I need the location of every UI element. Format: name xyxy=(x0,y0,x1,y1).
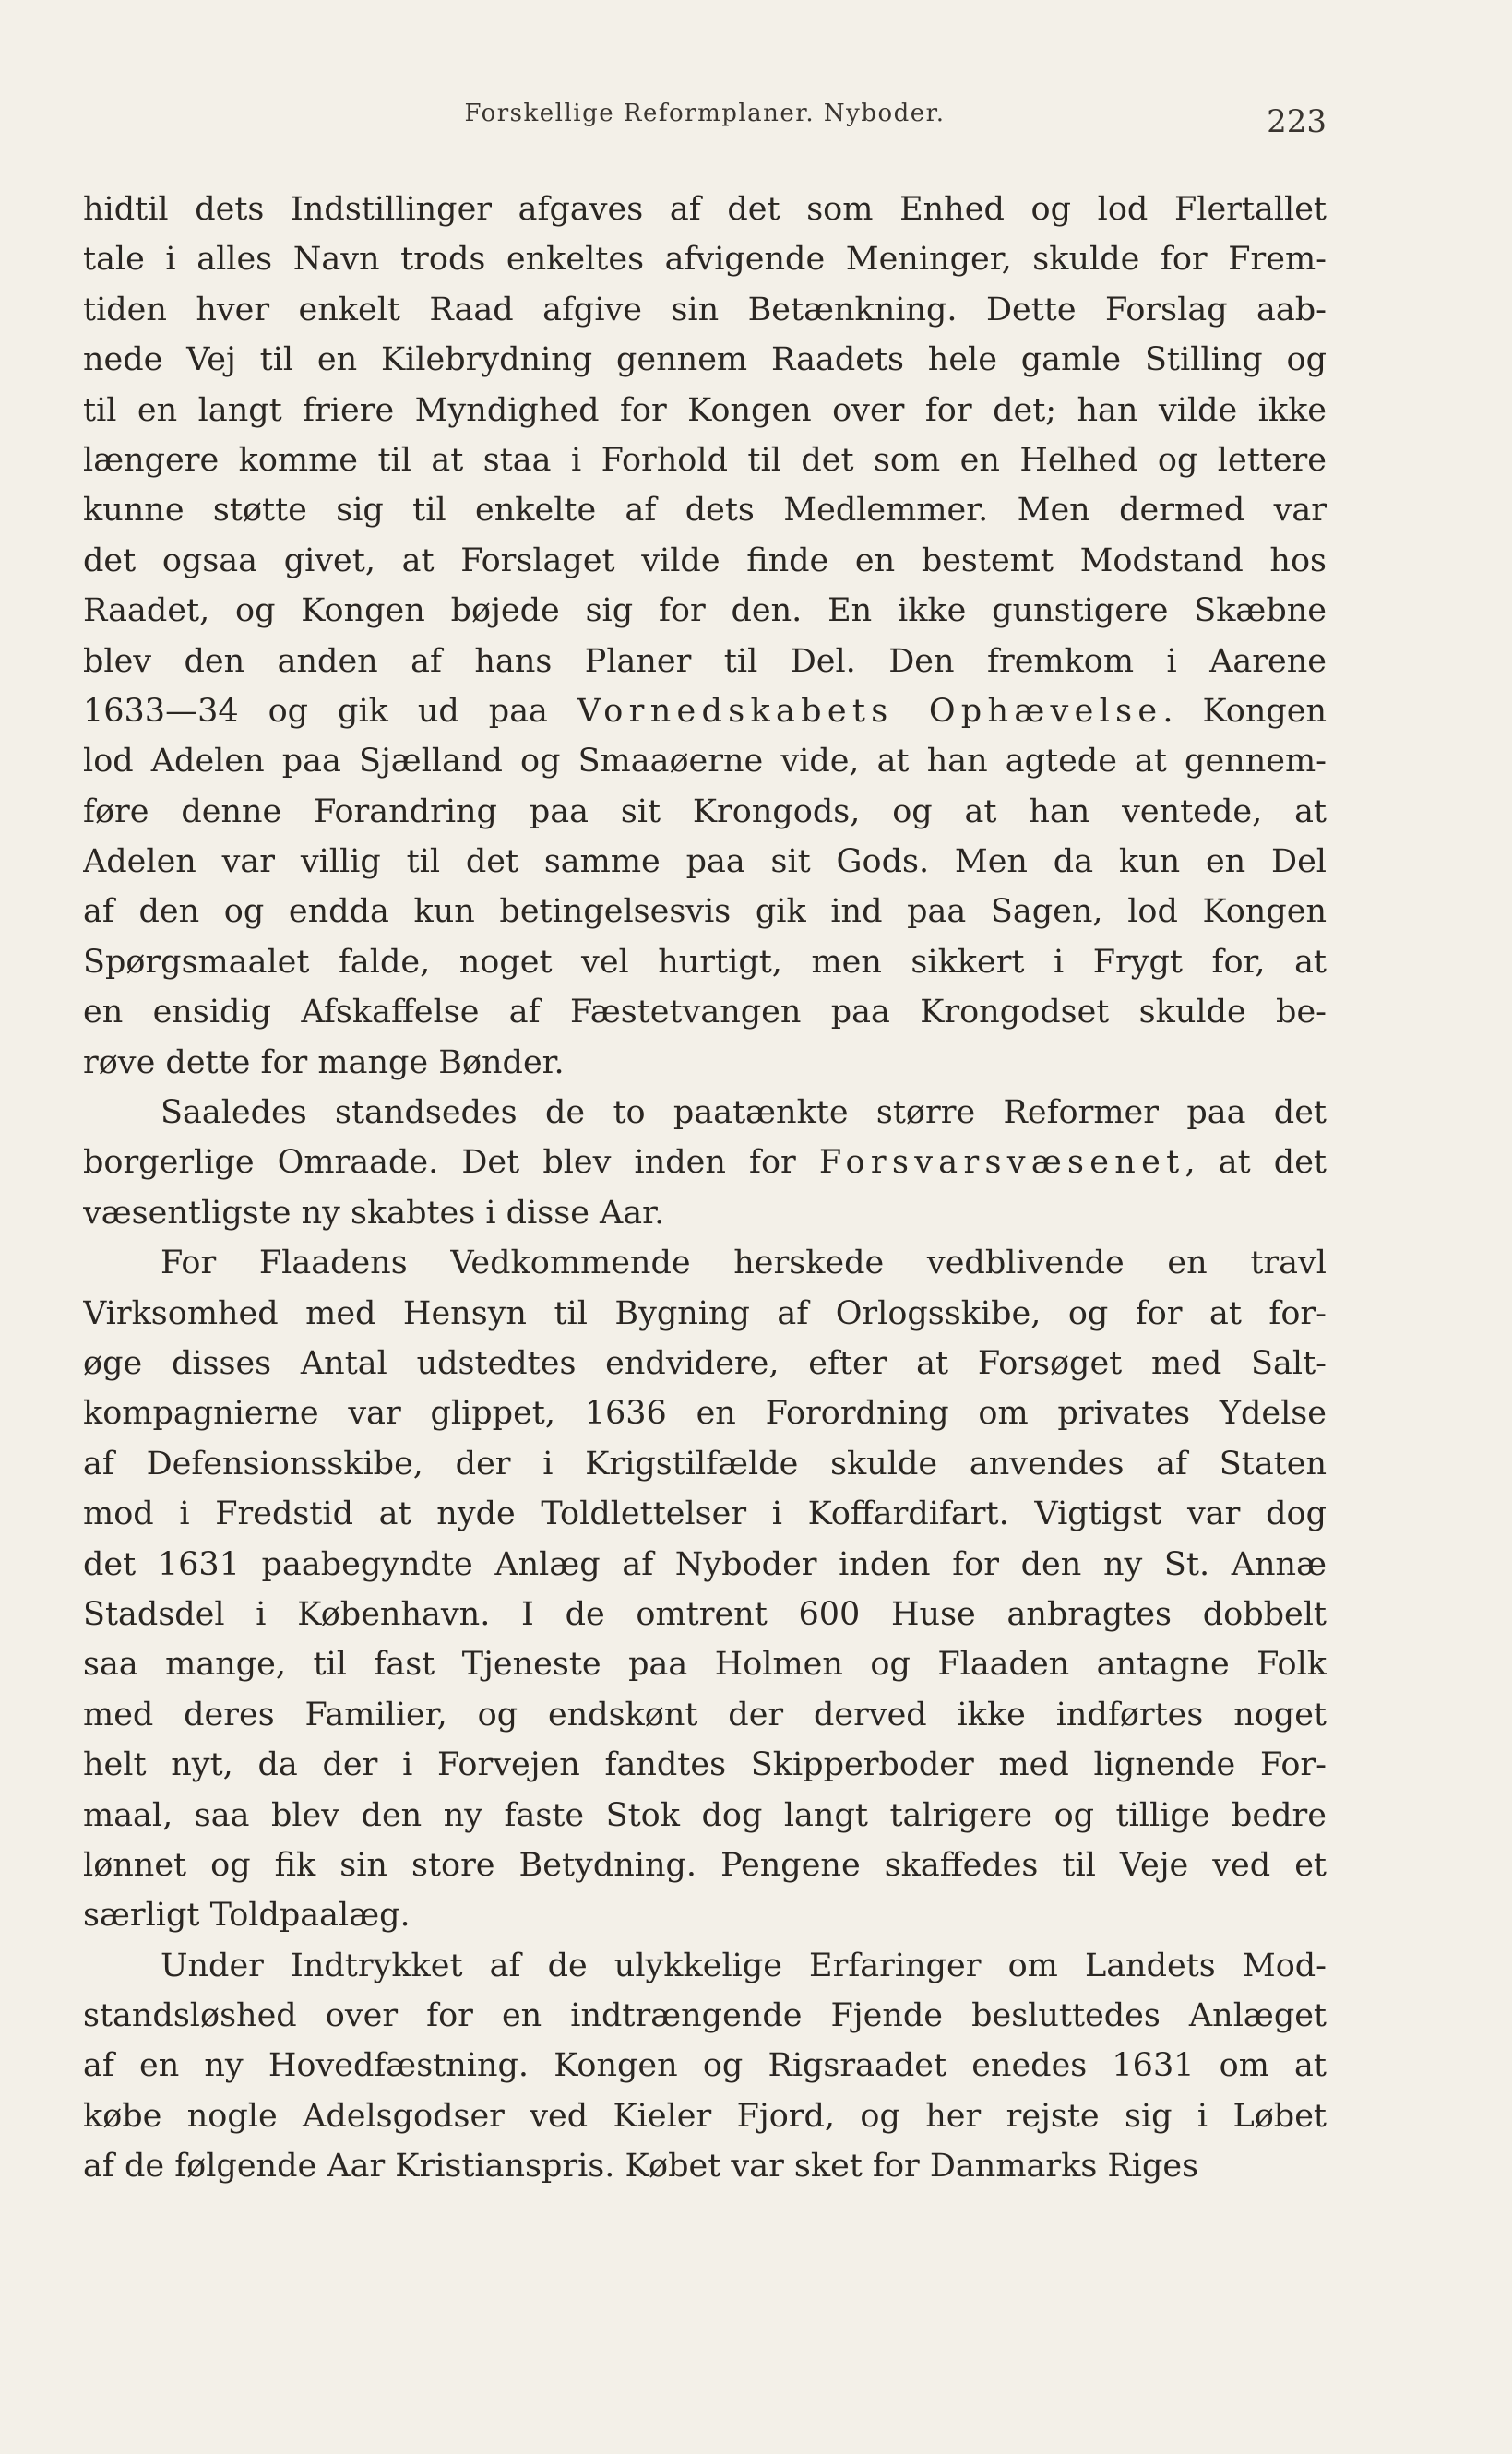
text-line: helt nyt, da der i Forvejen fandtes Skipperboder med lignende For- xyxy=(83,1746,1327,1784)
text-line: lønnet og fik sin store Betydning. Pengene skaffedes til Veje ved et xyxy=(83,1846,1327,1884)
text-line: tiden hver enkelt Raad afgive sin Betænkning. Dette Forslag aab- xyxy=(83,291,1327,328)
text-line: lod Adelen paa Sjælland og Smaaøerne vide, at han agtede at gennem- xyxy=(83,743,1327,780)
text-line: en ensidig Afskaffelse af Fæstetvangen paa Krongodset skulde be- xyxy=(83,994,1327,1031)
text-line: blev den anden af hans Planer til Del. Den fremkom i Aarene xyxy=(83,642,1327,680)
text-line: tale i alles Navn trods enkeltes afvigende Meninger, skulde for Frem- xyxy=(83,241,1327,279)
text-line: Raadet, og Kongen bøjede sig for den. En ikke gunstigere Skæbne xyxy=(83,592,1327,630)
line-text: 1633—34 og gik ud paa xyxy=(83,692,577,730)
text-line: af den og endda kun betingelsesvis gik ind paa Sagen, lod Kongen xyxy=(83,893,1327,931)
text-line: røve dette for mange Bønder. xyxy=(83,1043,565,1081)
text-line: det 1631 paabegyndte Anlæg af Nyboder inden for den ny St. Annæ xyxy=(83,1545,1327,1583)
text-line: saa mange, til fast Tjeneste paa Holmen og Flaaden antagne Folk xyxy=(83,1646,1327,1684)
running-head: Forskellige Reformplaner. Nyboder. xyxy=(464,100,946,127)
text-line: af de følgende Aar Kristianspris. Købet var sket for Danmarks Riges xyxy=(83,2148,1199,2186)
spaced-emphasis: Vornedskabets Ophævelse xyxy=(577,692,1163,730)
text-line: nede Vej til en Kilebrydning gennem Raadets hele gamle Stilling og xyxy=(83,341,1327,379)
text-line: det ogsaa givet, at Forslaget vilde finde en bestemt Modstand hos xyxy=(83,542,1327,579)
text-line: til en langt friere Myndighed for Kongen over for det; han vilde ikke xyxy=(83,391,1327,429)
text-line: mod i Fredstid at nyde Toldlettelser i Koffardifart. Vigtigst var dog xyxy=(83,1495,1327,1533)
text-line: af Defensionsskibe, der i Krigstilfælde skulde anvendes af Staten xyxy=(83,1445,1327,1483)
text-line: væsentligste ny skabtes i disse Aar. xyxy=(83,1194,665,1232)
line-text: borgerlige Omraade. Det blev inden for xyxy=(83,1144,819,1182)
text-line: af en ny Hovedfæstning. Kongen og Rigsraadet enedes 1631 om at xyxy=(83,2047,1327,2085)
spaced-emphasis: Forsvarsvæsenet xyxy=(818,1144,1185,1182)
text-line: For Flaadens Vedkommende herskede vedblivende en travl xyxy=(161,1245,1327,1282)
text-line: Spørgsmaalet falde, noget vel hurtigt, men sikkert i Frygt for, at xyxy=(83,943,1327,981)
text-line: Stadsdel i København. I de omtrent 600 Huse anbragtes dobbelt xyxy=(83,1595,1327,1633)
text-line: Adelen var villig til det samme paa sit Gods. Men da kun en Del xyxy=(83,843,1327,881)
text-line: med deres Familier, og endskønt der derved ikke indførtes noget xyxy=(83,1696,1327,1733)
text-line xyxy=(83,686,1327,736)
text-line: længere komme til at staa i Forhold til det som en Helhed og lettere xyxy=(83,441,1327,479)
text-line: føre denne Forandring paa sit Krongods, og at han ventede, at xyxy=(83,792,1327,830)
page-header xyxy=(83,100,1327,146)
page-number: 223 xyxy=(1267,103,1327,140)
text-line: kompagnierne var glippet, 1636 en Forordning om privates Ydelse xyxy=(83,1395,1327,1433)
line-text: . Kongen xyxy=(1162,692,1327,730)
line-text: , at det xyxy=(1185,1144,1327,1182)
text-line: hidtil dets Indstillinger afgaves af det som Enhed og lod Flertallet xyxy=(83,191,1327,228)
text-line: Virksomhed med Hensyn til Bygning af Orlogsskibe, og for at for- xyxy=(83,1294,1327,1332)
text-line: Under Indtrykket af de ulykkelige Erfaringer om Landets Mod- xyxy=(161,1947,1327,1984)
text-line: Saaledes standsedes de to paatænkte større Reformer paa det xyxy=(161,1094,1327,1132)
text-line: særligt Toldpaalæg. xyxy=(83,1897,411,1935)
text-line: standsløshed over for en indtrængende Fjende besluttedes Anlæget xyxy=(83,1997,1327,2035)
text-line: øge disses Antal udstedtes endvidere, efter at Forsøget med Salt- xyxy=(83,1344,1327,1382)
text-line: kunne støtte sig til enkelte af dets Medlemmer. Men dermed var xyxy=(83,492,1327,530)
text-line: maal, saa blev den ny faste Stok dog langt talrigere og tillige bedre xyxy=(83,1796,1327,1834)
text-line: købe nogle Adelsgodser ved Kieler Fjord, og her rejste sig i Løbet xyxy=(83,2097,1327,2135)
body-text xyxy=(83,185,1327,2192)
text-line xyxy=(83,1138,1327,1187)
